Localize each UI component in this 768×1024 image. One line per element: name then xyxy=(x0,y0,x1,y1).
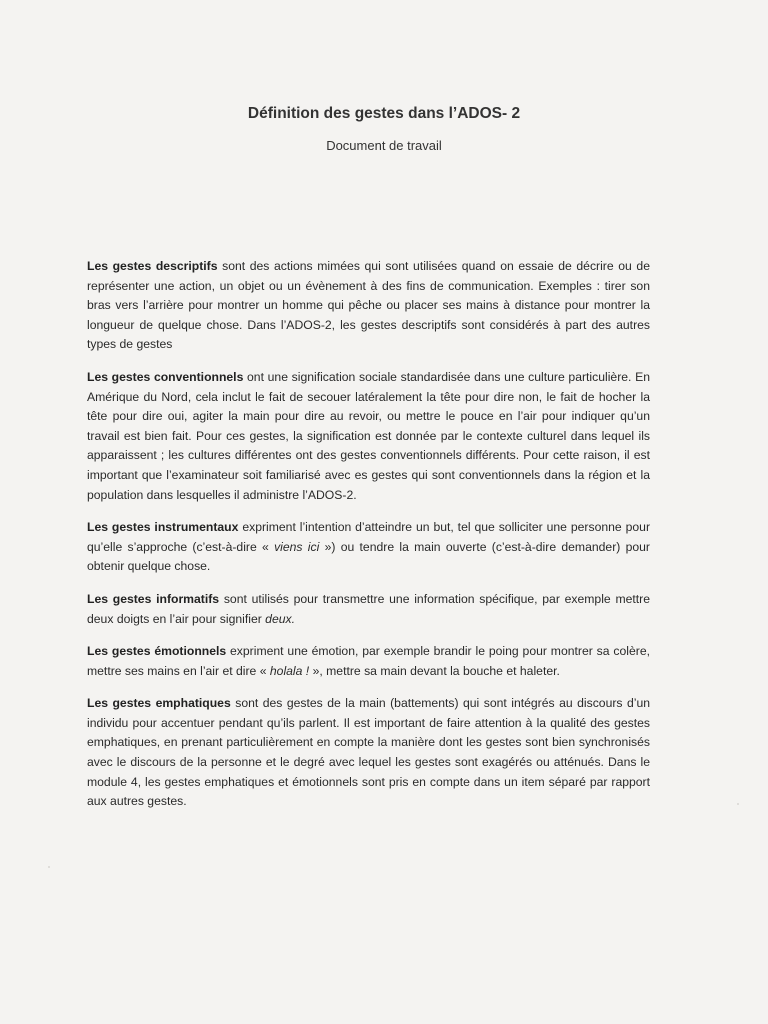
definition-term: Les gestes emphatiques xyxy=(87,696,231,711)
definition-text: sont utilisés pour transmettre une information spécifique, par exemple mettre deux doigts en l’air pour signifier xyxy=(87,591,650,626)
definition-paragraph xyxy=(87,257,650,355)
definition-term: Les gestes descriptifs xyxy=(87,259,218,273)
definition-paragraph xyxy=(87,694,650,812)
document-title: Définition des gestes dans l’ADOS- 2 xyxy=(247,105,521,122)
document-subtitle: Document de travail xyxy=(326,138,442,153)
italic-example: holala ! xyxy=(269,663,310,678)
document-body xyxy=(87,257,650,825)
definition-term: Les gestes émotionnels xyxy=(87,644,227,659)
definition-paragraph xyxy=(87,518,650,577)
scan-speck xyxy=(48,866,50,868)
scan-speck xyxy=(737,803,739,805)
definition-text: ont une signification sociale standardisée dans une culture particulière. En Amérique du Nord, cela inclut le fait de secouer latéralement la tête pour dire non, le fait de hocher la tête pour dire oui, agiter la main pour dire au revoir, ou mettre le pouce en l’air pour indiquer qu’un travail est bien fait. Pour ces gestes, la signification est donnée par le contexte culturel dans lequel ils apparaissent ; les cultures différentes ont des gestes conventionnels différents. Pour cette raison, il est important que l’examinateur soit familiarisé avec es gestes qui sont conventionnels dans la région et la population dans lesquelles il administre l’ADOS-2. xyxy=(87,369,650,502)
definition-term: Les gestes informatifs xyxy=(87,591,220,606)
definition-text: », mettre sa main devant la bouche et haleter. xyxy=(309,663,560,678)
definition-text: ») ou tendre la main ouverte (c’est-à-dire demander) pour obtenir quelque chose. xyxy=(87,539,650,574)
definition-text: sont des gestes de la main (battements) qui sont intégrés au discours d’un individu pour accentuer pendant qu’ils parlent. Il est important de faire attention à la qualité des gestes emphatiques, en prenant particulièrement en compte la manière dont les gestes sont bien synchronisés avec le discours de la personne et le degré avec lequel les gestes sont exagérés ou atténués. Dans le module 4, les gestes emphatiques et émotionnels sont pris en compte dans un item séparé par rapport aux autres gestes. xyxy=(87,696,651,809)
definition-term: Les gestes instrumentaux xyxy=(87,520,239,535)
definition-text: expriment l’intention d’atteindre un but, tel que solliciter une personne pour qu’elle s’approche (c’est-à-dire « xyxy=(87,520,650,554)
definition-term: Les gestes conventionnels xyxy=(87,369,244,384)
definition-text: sont des actions mimées qui sont utilisées quand on essaie de décrire ou de représenter une action, un objet ou un évènement à des fins de communication. Exemples : tirer son bras vers l’arrière pour montrer un homme qui pêche ou placer ses mains à distance pour montrer la longueur de quelque chose. Dans l’ADOS-2, les gestes descriptifs sont considérés à part des autres types de gestes xyxy=(87,259,650,352)
definition-paragraph xyxy=(87,590,650,629)
definition-text: expriment une émotion, par exemple brandir le poing pour montrer sa colère, mettre ses mains en l’air et dire « xyxy=(87,644,651,678)
italic-example: deux. xyxy=(265,611,295,626)
italic-example: viens ici xyxy=(274,539,320,554)
definition-paragraph xyxy=(87,642,650,681)
definition-paragraph xyxy=(87,368,650,505)
